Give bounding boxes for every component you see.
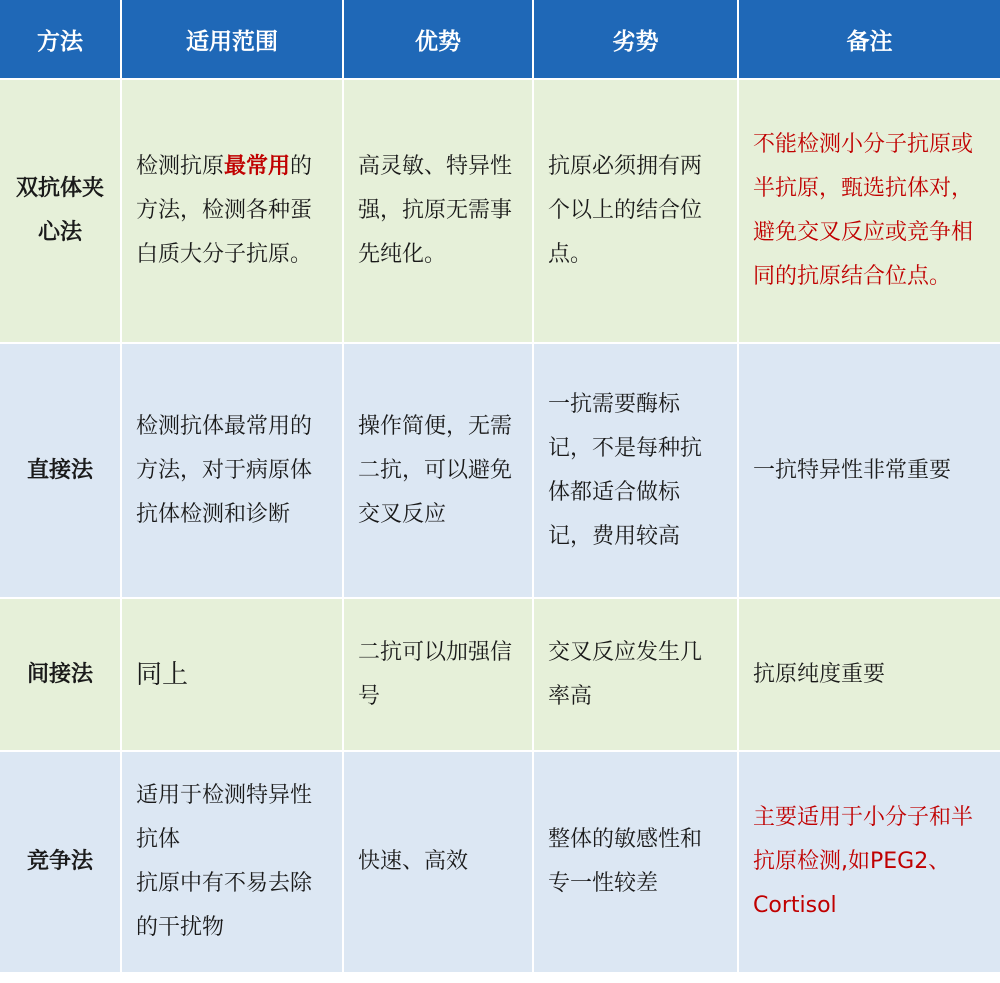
- disadvantage-cell: 交叉反应发生几率高: [534, 597, 739, 750]
- note-cell: 抗原纯度重要: [739, 597, 1000, 750]
- advantage-cell: 快速、高效: [344, 750, 534, 972]
- disadvantage-cell: 整体的敏感性和专一性较差: [534, 750, 739, 972]
- header-scope: 适用范围: [122, 0, 344, 78]
- note-cell: 一抗特异性非常重要: [739, 342, 1000, 597]
- advantage-cell: 操作简便，无需二抗，可以避免交叉反应: [344, 342, 534, 597]
- note-cell: 主要适用于小分子和半抗原检测,如PEG2、Cortisol: [739, 750, 1000, 972]
- header-row: [0, 0, 1000, 78]
- method-cell: [0, 78, 122, 342]
- scope-line: 抗原中有不易去除的干扰物: [136, 871, 313, 940]
- method-cell: 间接法: [0, 597, 122, 750]
- method-cell: 竞争法: [0, 750, 122, 972]
- scope-cell: [122, 78, 344, 342]
- disadvantage-cell: 一抗需要酶标记，不是每种抗体都适合做标记，费用较高: [534, 342, 739, 597]
- header-note: 备注: [739, 0, 1000, 78]
- table-row: [0, 750, 1000, 972]
- scope-text-rest: 的方法，检测各种蛋白质大分子抗原。: [136, 154, 313, 267]
- scope-text: 检测抗原: [136, 154, 225, 179]
- header-disadvantage: 劣势: [534, 0, 739, 78]
- scope-cell: 同上: [122, 597, 344, 750]
- advantage-cell: 二抗可以加强信号: [344, 597, 534, 750]
- table-row: [0, 342, 1000, 597]
- scope-highlight: 最常用: [224, 154, 291, 179]
- table-row: [0, 78, 1000, 342]
- table-row: [0, 597, 1000, 750]
- disadvantage-cell: 抗原必须拥有两个以上的结合位点。: [534, 78, 739, 342]
- note-cell: 不能检测小分子抗原或半抗原，甄选抗体对，避免交叉反应或竞争相同的抗原结合位点。: [739, 78, 1000, 342]
- scope-line: 适用于检测特异性抗体: [136, 783, 313, 852]
- header-advantage: 优势: [344, 0, 534, 78]
- advantage-cell: 高灵敏、特异性强，抗原无需事先纯化。: [344, 78, 534, 342]
- scope-cell: [122, 750, 344, 972]
- scope-cell: 检测抗体最常用的方法，对于病原体抗体检测和诊断: [122, 342, 344, 597]
- method-cell: 直接法: [0, 342, 122, 597]
- header-method: 方法: [0, 0, 122, 78]
- method-label: 双抗体夹心法: [16, 176, 105, 245]
